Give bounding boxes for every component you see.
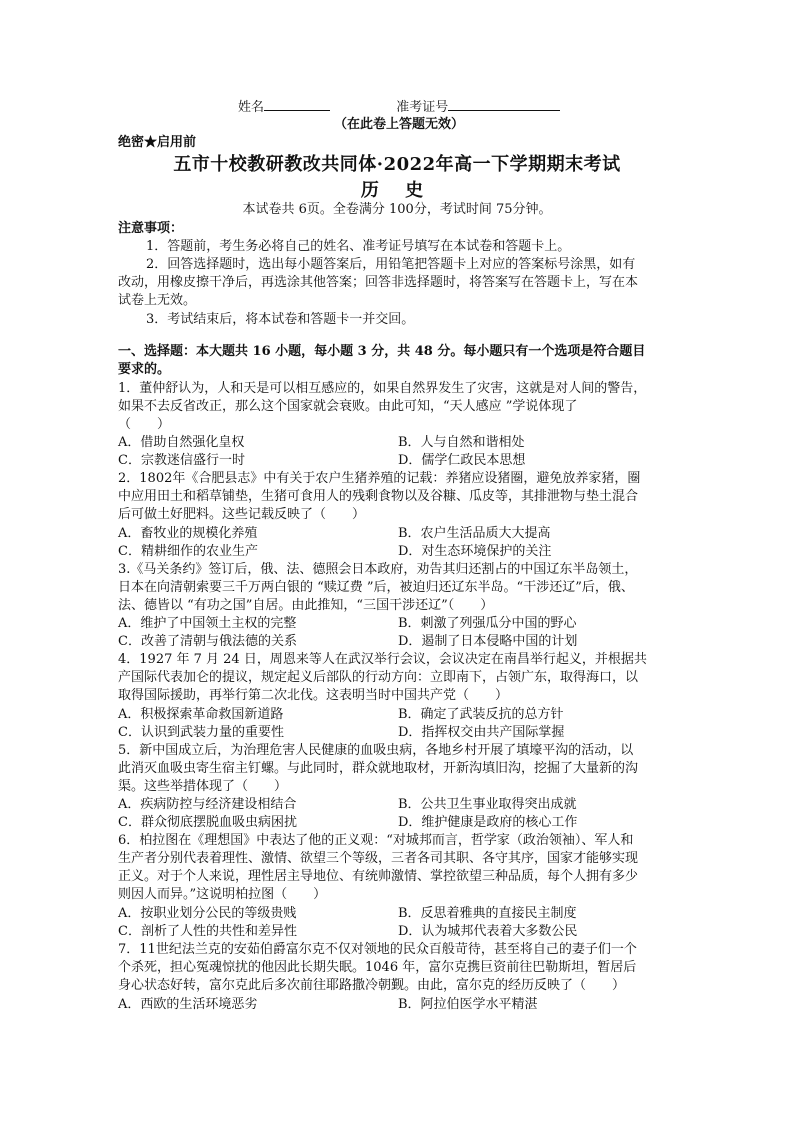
id-label: 准考证号 <box>396 100 449 115</box>
exam-title: 五市十校教研教改共同体·2022年高一下学期期末考试 <box>173 154 621 175</box>
note-2-end: 试卷上无效。 <box>118 293 197 308</box>
q2-option-c: C．精耕细作的农业生产 <box>118 544 258 559</box>
q4-stem-3: 取得国际援助，再举行第二次北伐。这表明当时中国共产党（ ） <box>118 688 509 703</box>
q1-stem-2: 如果不去反省改正，那么这个国家就会衰败。由此可知，“天人感应 ”学说体现了 <box>118 399 578 414</box>
q6-stem-3: 正义。对于个人来说，理性居主导地位、有统帅激情、掌控欲望三种品质，每个人拥有多少 <box>118 869 639 884</box>
q6-option-a: A．按职业划分公民的等级贵贱 <box>118 906 297 921</box>
q5-option-a: A．疾病防控与经济建设相结合 <box>118 797 297 812</box>
q5-stem-2: 此消灭血吸虫寄生宿主钉螺。与此同时，群众就地取材，开新沟填旧沟，挖掘了大量新的沟 <box>118 761 639 776</box>
q1-stem-3: （ ） <box>118 417 171 432</box>
q4-option-c: C．认识到武装力量的重要性 <box>118 725 284 740</box>
id-blank <box>448 97 560 111</box>
q7-stem: 7．11世纪法兰克的安茹伯爵富尔克不仅对领地的民众百般苛待，甚至将自己的妻子们一个 <box>118 942 637 957</box>
q1-option-b: B．人与自然和谐相处 <box>398 435 525 450</box>
q3-stem-3: 法、德皆以 “有功之国”自居。由此推知，“三国干涉还辽”（ ） <box>118 598 494 613</box>
note-3: 3．考试结束后，将本试卷和答题卡一并交回。 <box>146 312 415 327</box>
q7-option-a: A．西欧的生活环境恶劣 <box>118 997 258 1012</box>
note-2: 2．回答选择题时，选出每小题答案后，用铅笔把答题卡上对应的答案标号涂黑，如有 <box>146 257 636 272</box>
note-2-cont: 改动，用橡皮擦干净后，再选涂其他答案；回答非选择题时，将答案写在答题卡上，写在本 <box>118 275 639 290</box>
q4-stem-2: 产国际代表加仑的提议，规定起义后部队的行动方向：立即南下，占领广东，取得海口，以 <box>118 670 639 685</box>
q6-stem-2: 生产者分别代表着理性、激情、欲望三个等级，三者各司其职、各守其序，国家才能够实现 <box>118 851 639 866</box>
q1-option-d: D．儒学仁政民本思想 <box>398 453 526 468</box>
q5-option-b: B．公共卫生事业取得突出成就 <box>398 797 577 812</box>
q6-option-c: C．剖析了人性的共性和差异性 <box>118 924 297 939</box>
q5-stem: 5．新中国成立后，为治理危害人民健康的血吸虫病，各地乡村开展了填壕平沟的活动，以 <box>118 743 634 758</box>
name-blank <box>264 97 330 111</box>
q4-stem: 4．1927 年 7 月 24 日，周恩来等人在武汉举行会议，会议决定在南昌举行起义，并根据共 <box>118 652 647 667</box>
q4-option-a: A．积极探索革命救国新道路 <box>118 707 284 722</box>
q6-stem: 6．柏拉图在《理想国》中表达了他的正义观：“对城邦而言，哲学家（政治领袖）、军人和 <box>118 833 634 848</box>
notes-heading: 注意事项： <box>118 221 184 236</box>
secret-mark: 绝密★启用前 <box>118 135 197 150</box>
name-label: 姓名 <box>238 100 265 115</box>
invalid-note: （在此卷上答题无效） <box>334 117 465 132</box>
q7-stem-2: 个杀死，担心冤魂惊扰的他因此长期失眠。1046 年，富尔克携巨资前往巴勒斯坦，暂居后 <box>118 960 637 975</box>
q6-option-b: B．反思着雅典的直接民主制度 <box>398 906 577 921</box>
q6-stem-4: 则因人而异。”这说明柏拉图（ ） <box>118 887 327 902</box>
q5-option-d: D．维护健康是政府的核心工作 <box>398 815 578 830</box>
q2-stem-3: 后可做土好肥料。这些记载反映了（ ） <box>118 507 366 522</box>
q2-stem-2: 中应用田土和稻草铺垫，生猪可食用人的残剩食物以及谷糠、瓜皮等，其排泄物与垫土混合 <box>118 489 639 504</box>
section-heading: 一、选择题：本大题共 16 小题，每小题 3 分，共 48 分。每小题只有一个选项是符合题目 <box>118 344 646 359</box>
q3-stem-2: 日本在向清朝索要三千万两白银的 “赎辽费 ”后，被迫归还辽东半岛。“干涉还辽”后，俄、 <box>118 580 634 595</box>
q5-stem-3: 渠。这些举措体现了（ ） <box>118 779 288 794</box>
q2-option-b: B．农户生活品质大大提高 <box>398 526 551 541</box>
q5-option-c: C．群众彻底摆脱血吸虫病困扰 <box>118 815 297 830</box>
q7-stem-3: 身心状态好转，富尔克此后多次前往耶路撒冷朝觐。由此，富尔克的经历反映了（ ） <box>118 978 626 993</box>
q2-option-a: A．畜牧业的规模化养殖 <box>118 526 258 541</box>
subject-title: 历 史 <box>360 180 434 201</box>
q6-option-d: D．认为城邦代表着大多数公民 <box>398 924 578 939</box>
q1-stem: 1．董仲舒认为，人和天是可以相互感应的，如果自然界发生了灾害，这就是对人间的警告， <box>118 381 647 396</box>
q2-stem: 2．1802年《合肥县志》中有关于农户生猪养殖的记载：养猪应设猪圈，避免放养家猪，圈 <box>118 471 641 486</box>
note-1: 1．答题前，考生务必将自己的姓名、准考证号填写在本试卷和答题卡上。 <box>146 239 571 254</box>
q7-option-b: B．阿拉伯医学水平精湛 <box>398 997 538 1012</box>
q4-option-b: B．确定了武装反抗的总方针 <box>398 707 564 722</box>
q3-stem: 3.《马关条约》签订后，俄、法、德照会日本政府，劝告其归还割占的中国辽东半岛领土， <box>118 562 638 577</box>
q3-option-a: A．维护了中国领土主权的完整 <box>118 616 297 631</box>
q1-option-c: C．宗教迷信盛行一时 <box>118 453 245 468</box>
section-heading-cont: 要求的。 <box>118 362 171 377</box>
q3-option-b: B．刺激了列强瓜分中国的野心 <box>398 616 577 631</box>
q4-option-d: D．指挥权交由共产国际掌握 <box>398 725 565 740</box>
candidate-info-row <box>238 96 560 115</box>
q2-option-d: D．对生态环境保护的关注 <box>398 544 552 559</box>
exam-info: 本试卷共 6页。全卷满分 100分，考试时间 75分钟。 <box>242 202 552 217</box>
q1-option-a: A．借助自然强化皇权 <box>118 435 245 450</box>
q3-option-d: D．遏制了日本侵略中国的计划 <box>398 634 578 649</box>
q3-option-c: C．改善了清朝与俄法德的关系 <box>118 634 297 649</box>
